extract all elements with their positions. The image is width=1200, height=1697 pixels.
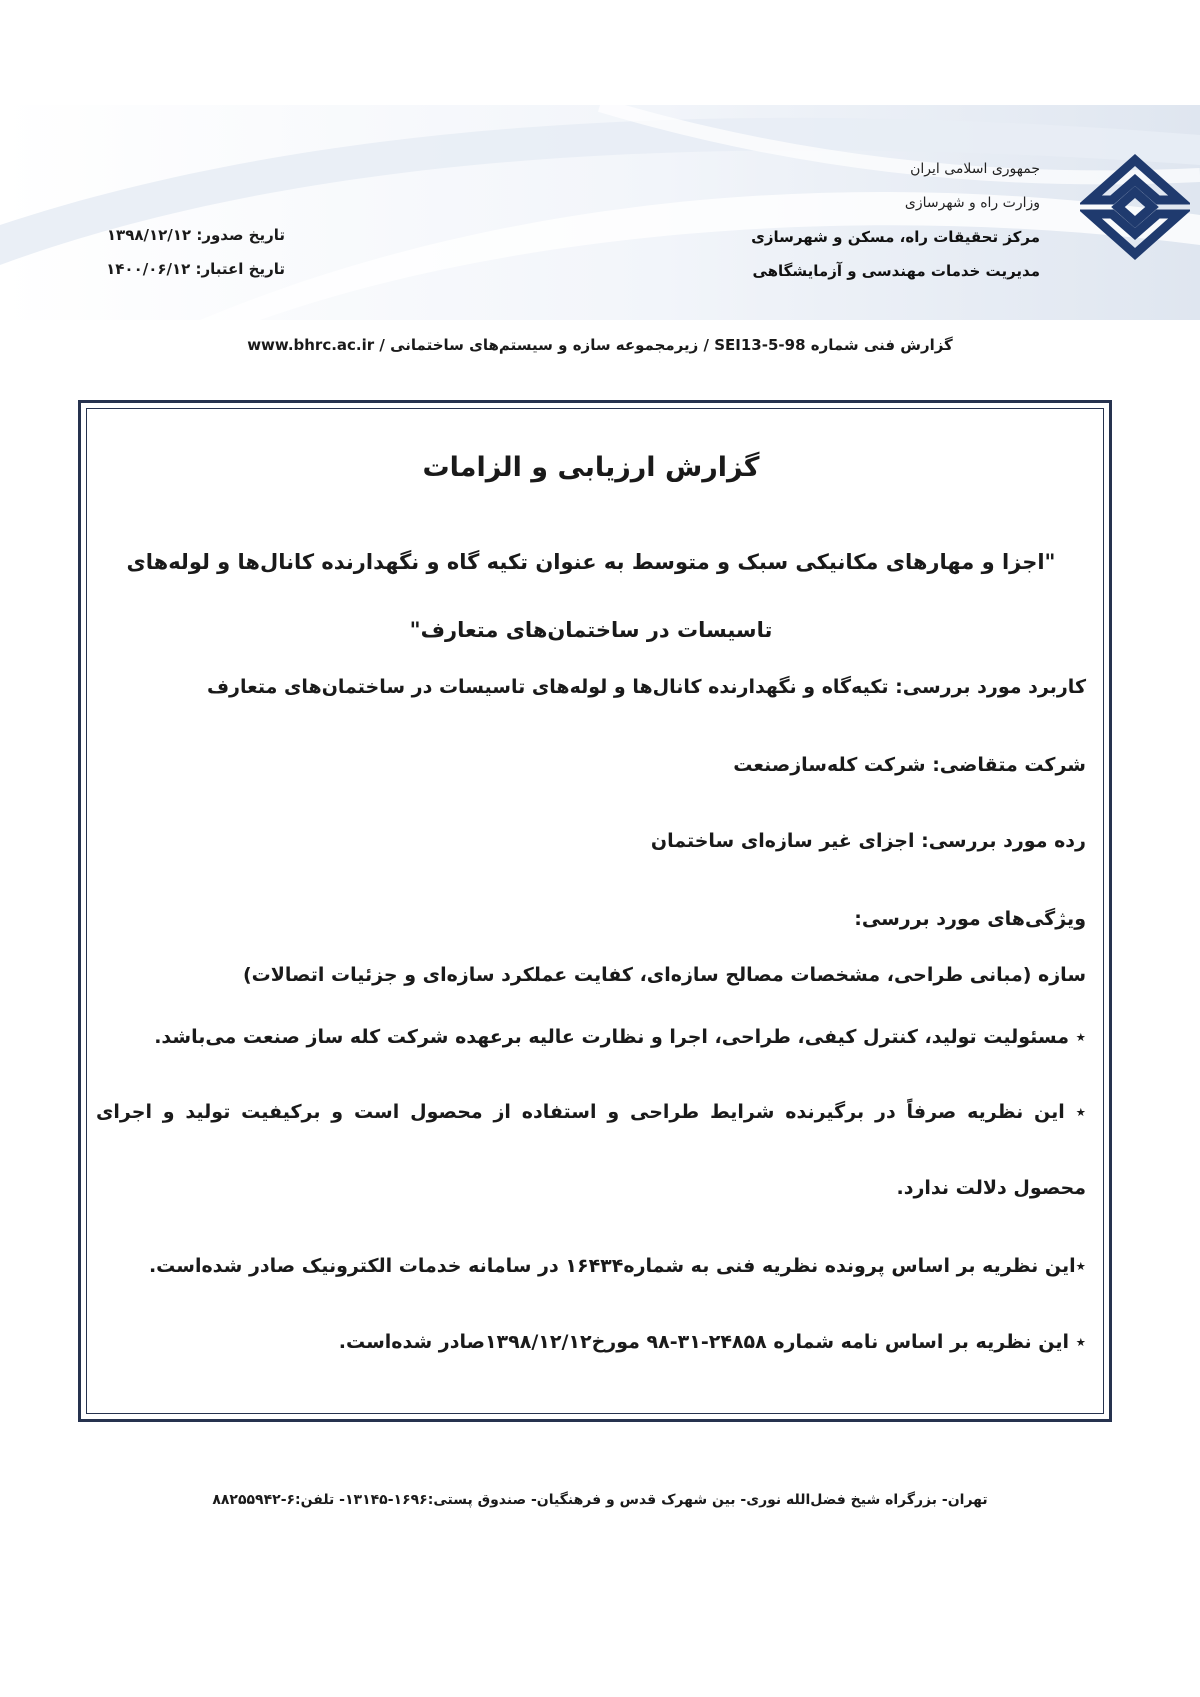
organization-block (751, 152, 1040, 288)
bullet-file-number: ٭این نظریه بر اساس پرونده نظریه فنی به شماره۱۶۴۳۴ در سامانه خدمات الکترونیک صادر شده‌است. (148, 1255, 1086, 1277)
org-line-republic: جمهوری اسلامی ایران (910, 161, 1040, 177)
org-line-center: مرکز تحقیقات راه، مسکن و شهرسازی (751, 228, 1040, 246)
org-line-department: مدیریت خدمات مهندسی و آزمایشگاهی (752, 262, 1040, 280)
technical-report-line: گزارش فنی شماره 98-5-SEI13 / زیرمجموعه سازه و سیستم‌های ساختمانی / www.bhrc.ac.ir (247, 336, 953, 354)
report-subtitle (116, 528, 1066, 664)
org-line-ministry: وزارت راه و شهرسازی (904, 195, 1040, 211)
bhrc-logo (1080, 152, 1190, 262)
report-title: گزارش ارزیابی و الزامات (422, 452, 760, 483)
category-line: رده مورد بررسی: اجزای غیر سازه‌ای ساختمان (650, 830, 1086, 852)
bullet-responsibility: ٭ مسئولیت تولید، کنترل کیفی، طراحی، اجرا و نظارت عالیه برعهده شرکت کله ساز صنعت می‌باشد. (154, 1026, 1086, 1048)
validity-date: تاریخ اعتبار: ۱۴۰۰/۰۶/۱۲ (106, 260, 285, 278)
dates-block (95, 218, 285, 286)
bullet-scope: ٭ این نظریه صرفاً در برگیرنده شرایط طراحی و استفاده از محصول است و برکیفیت تولید و اجرای محصول دلالت ندارد. (96, 1101, 1086, 1199)
subtitle-line-2: تاسیسات در ساختمان‌های متعارف" (409, 618, 773, 642)
features-line: سازه (مبانی طراحی، مشخصات مصالح سازه‌ای، کفایت عملکرد سازه‌ای و جزئیات اتصالات) (242, 964, 1086, 986)
applicant-line: شرکت متقاضی: شرکت کله‌سازصنعت (733, 754, 1086, 776)
features-heading: ویژگی‌های مورد بررسی: (854, 908, 1086, 930)
footer-address: تهران- بزرگراه شیخ فضل‌الله نوری- بین شهرک قدس و فرهنگیان- صندوق پستی:۱۶۹۶-۱۳۱۴۵- تلفن:۶-۸۸۲۵۵۹۴۲ (212, 1492, 988, 1508)
issue-date: تاریخ صدور: ۱۳۹۸/۱۲/۱۲ (106, 226, 285, 244)
application-line: کاربرد مورد بررسی: تکیه‌گاه و نگهدارنده کانال‌ها و لوله‌های تاسیسات در ساختمان‌های متعارف (206, 676, 1086, 698)
bullet-letter-number: ٭ این نظریه بر اساس نامه شماره ۲۴۸۵۸-۳۱-۹۸ مورخ۱۳۹۸/۱۲/۱۲صادر شده‌است. (338, 1331, 1086, 1353)
subtitle-line-1: "اجزا و مهارهای مکانیکی سبک و متوسط به عنوان تکیه گاه و نگهدارنده کانال‌ها و لوله‌های (126, 550, 1056, 574)
